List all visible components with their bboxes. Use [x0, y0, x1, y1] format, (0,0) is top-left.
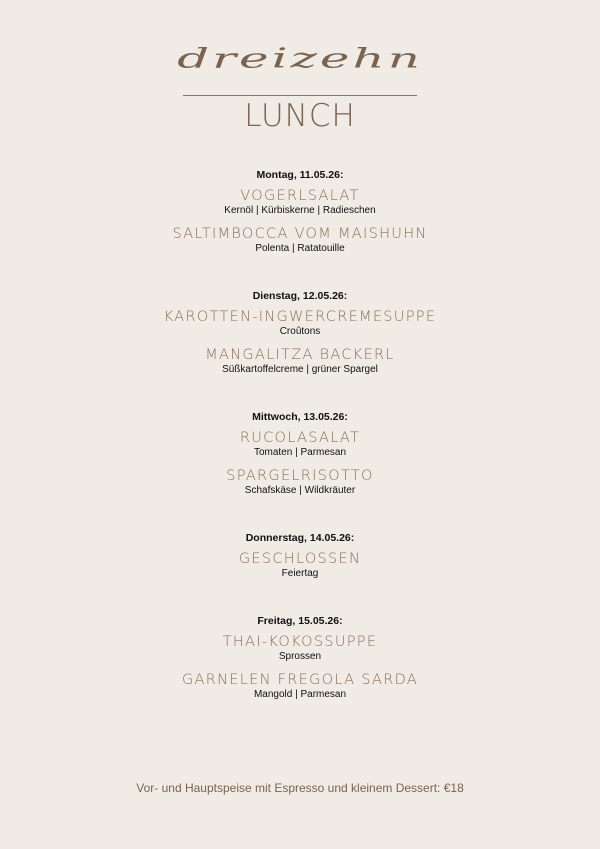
day-monday	[0, 168, 600, 255]
dish-name: GARNELEN FREGOLA SARDA	[182, 672, 418, 688]
dish-item	[0, 429, 600, 459]
dish-description: Mangold | Parmesan	[253, 689, 347, 700]
dish-item	[0, 467, 600, 497]
day-label: Dienstag, 12.05.26:	[252, 290, 348, 302]
day-thursday	[0, 531, 600, 580]
dish-description: Schafskäse | Wildkräuter	[244, 485, 356, 496]
menu-days	[0, 168, 600, 709]
dish-description: Croûtons	[279, 326, 321, 337]
dish-item	[0, 225, 600, 255]
dish-name: RUCOLASALAT	[239, 430, 361, 446]
dish-name: SPARGELRISOTTO	[226, 468, 374, 484]
price-footer: Vor- und Hauptspeise mit Espresso und kleinem Dessert: €18	[136, 781, 464, 795]
dish-name: VOGERLSALAT	[240, 188, 360, 204]
dish-name: SALTIMBOCCA VOM MAISHUHN	[172, 226, 428, 242]
dish-description: Süßkartoffelcreme | grüner Spargel	[222, 364, 378, 375]
dish-name: MANGALITZA BACKERL	[205, 347, 395, 363]
day-tuesday	[0, 289, 600, 376]
day-friday	[0, 614, 600, 701]
dish-description: Feiertag	[281, 568, 319, 579]
dish-description: Sprossen	[278, 651, 322, 662]
dish-item	[0, 671, 600, 701]
day-label: Mittwoch, 13.05.26:	[252, 411, 348, 423]
brand-logo: dreizehn	[177, 42, 423, 74]
day-label: Donnerstag, 14.05.26:	[245, 532, 355, 544]
dish-name: THAI-KOKOSSUPPE	[222, 634, 378, 650]
day-label: Montag, 11.05.26:	[256, 169, 344, 181]
dish-item	[0, 308, 600, 338]
dish-item	[0, 346, 600, 376]
day-wednesday	[0, 410, 600, 497]
dish-item	[0, 633, 600, 663]
dish-item	[0, 550, 600, 580]
dish-description: Tomaten | Parmesan	[253, 447, 347, 458]
day-label: Freitag, 15.05.26:	[257, 615, 343, 627]
dish-name: GESCHLOSSEN	[238, 551, 362, 567]
header-divider	[183, 95, 417, 96]
dish-item	[0, 187, 600, 217]
page-title: LUNCH	[244, 98, 356, 134]
dish-description: Polenta | Ratatouille	[255, 243, 345, 254]
dish-description: Kernöl | Kürbiskerne | Radieschen	[224, 205, 376, 216]
dish-name: KAROTTEN-INGWERCREMESUPPE	[163, 309, 437, 325]
